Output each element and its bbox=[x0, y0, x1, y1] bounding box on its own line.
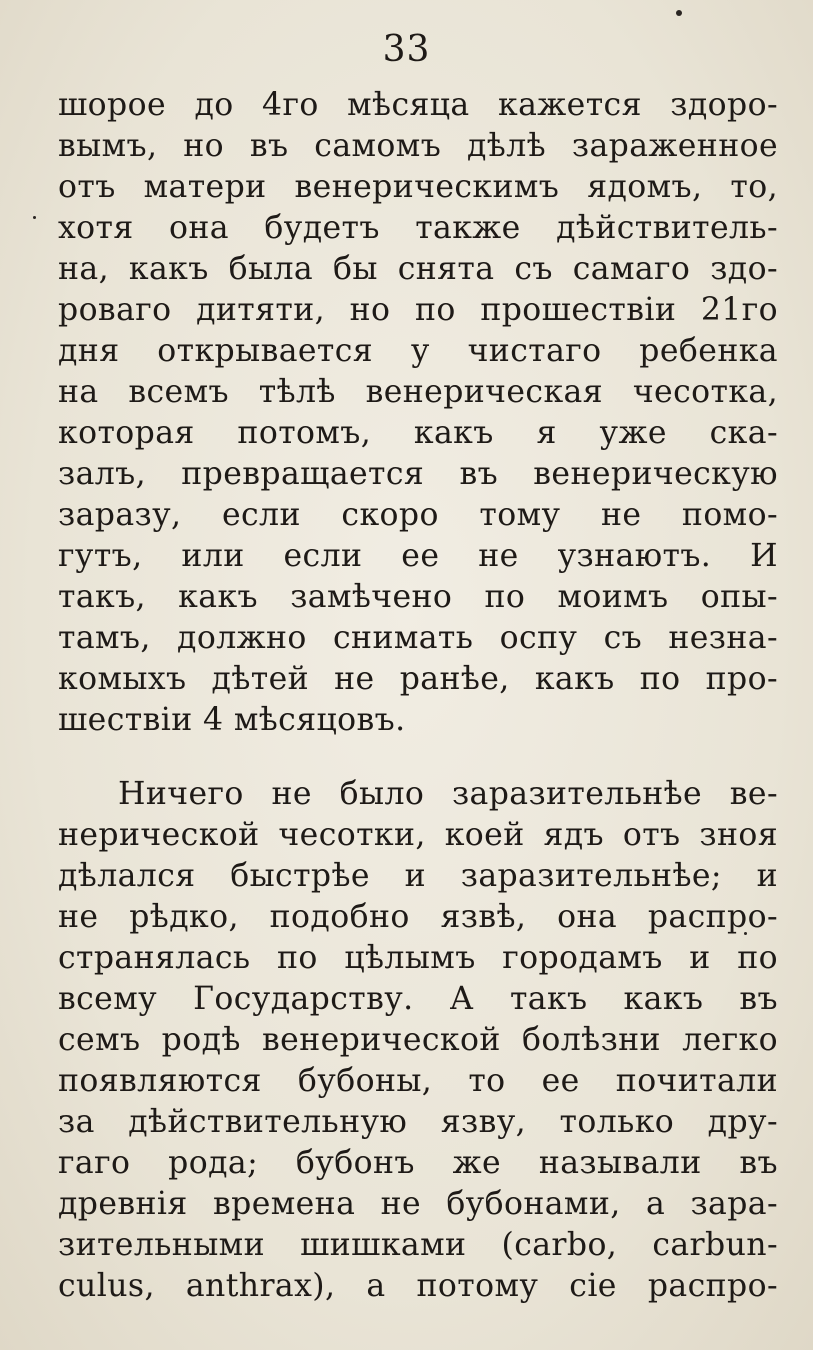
text-line: комыхъ дѣтей не ранѣе, какъ по про- bbox=[58, 661, 778, 697]
text-line: семъ родѣ венерической болѣзни легко bbox=[58, 1022, 778, 1058]
text-line: дня открывается у чистаго ребенка bbox=[58, 333, 778, 369]
text-line: которая потомъ, какъ я уже ска- bbox=[58, 415, 778, 451]
text-line: заразу, если скоро тому не помо- bbox=[58, 497, 778, 533]
text-line: отъ матери венерическимъ ядомъ, то, bbox=[58, 169, 778, 205]
text-line: такъ, какъ замѣчено по моимъ опы- bbox=[58, 579, 778, 615]
text-line: шествіи 4 мѣсяцовъ. bbox=[58, 702, 406, 738]
text-line: залъ, превращается въ венерическую bbox=[58, 456, 778, 492]
ink-speck bbox=[676, 10, 682, 16]
text-line: появляются бубоны, то ее почитали bbox=[58, 1063, 778, 1099]
text-line: дѣлался быстрѣе и заразительнѣе; и bbox=[58, 858, 778, 894]
text-line: хотя она будетъ также дѣйствитель- bbox=[58, 210, 778, 246]
text-line: древнія времена не бубонами, а зара- bbox=[58, 1186, 778, 1222]
text-line: Ничего не было заразительнѣе ве- bbox=[118, 776, 778, 812]
page-number: 33 bbox=[382, 29, 431, 70]
text-line: тамъ, должно снимать оспу съ незна- bbox=[58, 620, 778, 656]
text-line: не рѣдко, подобно язвѣ, она распро- bbox=[58, 899, 778, 935]
text-line: вымъ, но въ самомъ дѣлѣ зараженное bbox=[58, 128, 778, 164]
text-line: странялась по цѣлымъ городамъ и по bbox=[58, 940, 778, 976]
text-line: зительными шишками (carbo, carbun- bbox=[58, 1227, 778, 1263]
text-line: culus, anthrax), а потому сіе распро- bbox=[58, 1268, 778, 1304]
text-line: всему Государству. А такъ какъ въ bbox=[58, 981, 778, 1017]
text-line: шорое до 4го мѣсяца кажется здоро- bbox=[58, 87, 778, 123]
text-line: на, какъ была бы снята съ самаго здо- bbox=[58, 251, 778, 287]
text-line: на всемъ тѣлѣ венерическая чесотка, bbox=[58, 374, 778, 410]
ink-speck bbox=[33, 216, 36, 219]
text-line: роваго дитяти, но по прошествіи 21го bbox=[58, 292, 778, 328]
text-line: за дѣйствительную язву, только дру- bbox=[58, 1104, 778, 1140]
text-line: нерической чесотки, коей ядъ отъ зноя bbox=[58, 817, 778, 853]
text-line: гутъ, или если ее не узнаютъ. И bbox=[58, 538, 778, 574]
text-line: гаго рода; бубонъ же называли въ bbox=[58, 1145, 778, 1181]
